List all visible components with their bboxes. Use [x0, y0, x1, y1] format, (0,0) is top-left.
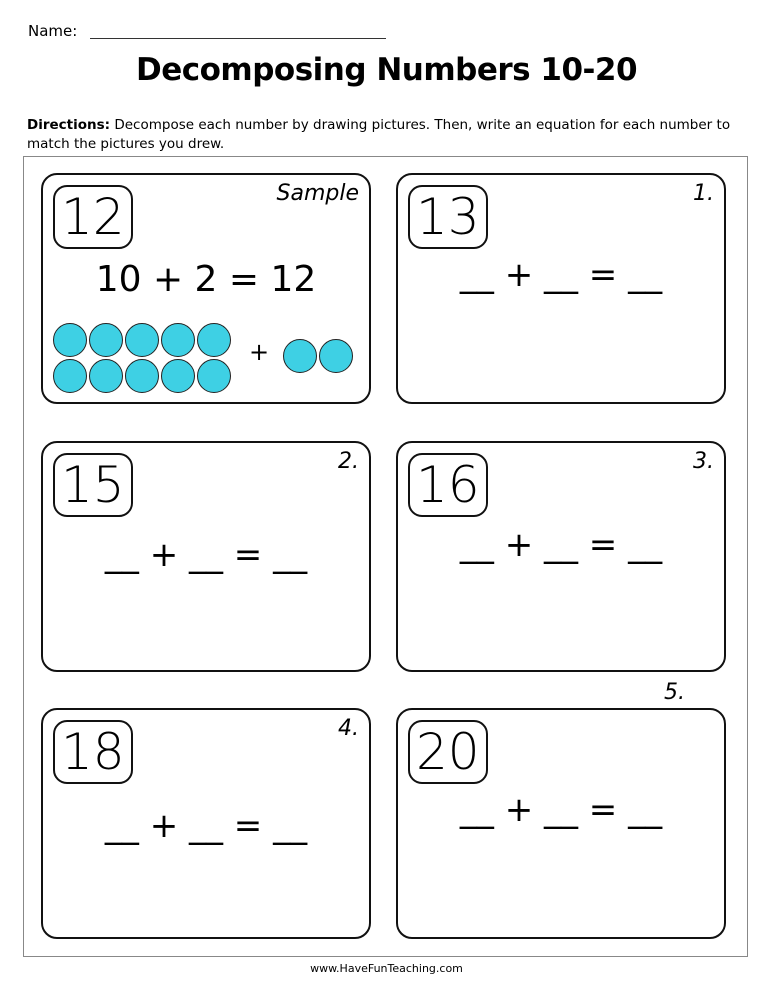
counter-icon — [197, 359, 231, 393]
card-sample — [41, 173, 371, 404]
card-2[interactable] — [41, 441, 371, 672]
counter-icon — [319, 339, 353, 373]
card-label: 1. — [693, 181, 714, 206]
counter-icon — [283, 339, 317, 373]
counter-icon — [161, 359, 195, 393]
target-number: 15 — [53, 453, 133, 517]
card-label: 2. — [338, 449, 359, 474]
counter-icon — [125, 359, 159, 393]
card-label: Sample — [276, 181, 359, 206]
card-label: 5. — [664, 680, 685, 705]
name-field[interactable] — [90, 38, 386, 39]
card-4[interactable] — [41, 708, 371, 939]
equation-blanks[interactable]: __ + __ = __ — [104, 806, 308, 846]
counter-icon — [53, 359, 87, 393]
card-1[interactable] — [396, 173, 726, 404]
target-number: 16 — [408, 453, 488, 517]
counter-icon — [125, 323, 159, 357]
equation-blanks[interactable]: __ + __ = __ — [104, 535, 308, 575]
name-label: Name: — [28, 22, 78, 40]
equation-blanks[interactable]: __ + __ = __ — [459, 255, 663, 295]
directions-text: Decompose each number by drawing pictures. Then, write an equation for each number to match the pictures you drew. — [27, 117, 731, 152]
plus-sign: + — [249, 338, 270, 366]
directions — [27, 116, 747, 154]
page-title: Decomposing Numbers 10-20 — [135, 52, 638, 88]
ones-counters — [283, 339, 355, 375]
card-5[interactable] — [396, 708, 726, 939]
counter-icon — [89, 359, 123, 393]
card-3[interactable] — [396, 441, 726, 672]
counter-icon — [89, 323, 123, 357]
target-number: 12 — [53, 185, 133, 249]
footer-url: www.HaveFunTeaching.com — [310, 962, 463, 975]
counter-icon — [53, 323, 87, 357]
card-label: 3. — [693, 449, 714, 474]
counter-icon — [197, 323, 231, 357]
target-number: 13 — [408, 185, 488, 249]
target-number: 18 — [53, 720, 133, 784]
tens-counters — [53, 323, 233, 395]
equation-blanks[interactable]: __ + __ = __ — [459, 525, 663, 565]
target-number: 20 — [408, 720, 488, 784]
card-label: 4. — [338, 716, 359, 741]
equation-blanks[interactable]: __ + __ = __ — [459, 790, 663, 830]
directions-label: Directions: — [27, 117, 111, 133]
counter-icon — [161, 323, 195, 357]
equation: 10 + 2 = 12 — [95, 259, 317, 300]
